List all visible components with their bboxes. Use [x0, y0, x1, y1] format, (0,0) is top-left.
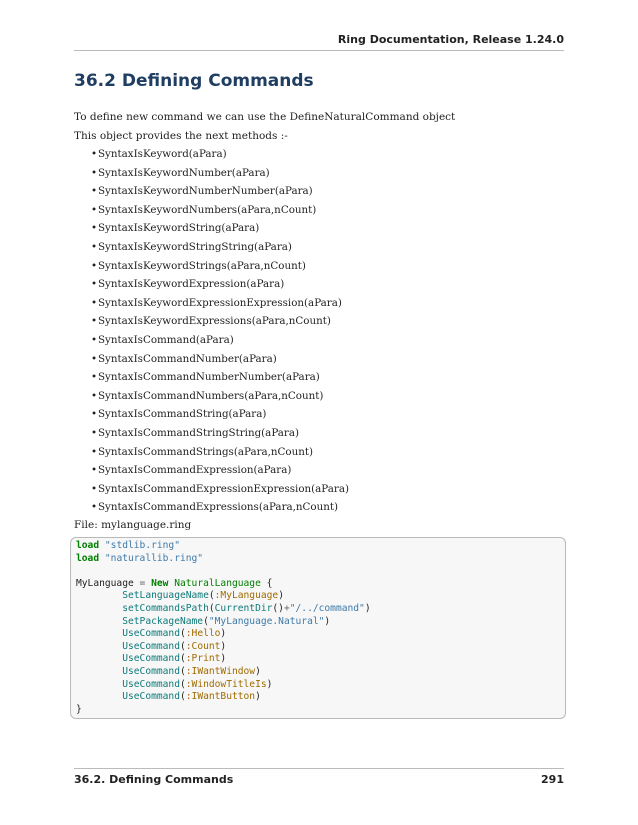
code-token: =	[139, 577, 146, 589]
code-token: :WindowTitleIs	[185, 678, 267, 690]
code-line	[76, 641, 226, 652]
bullet-icon: •	[91, 185, 98, 198]
code-token	[76, 616, 122, 627]
code-line	[76, 578, 272, 589]
code-token: "naturallib.ring"	[104, 552, 204, 564]
code-line	[76, 540, 180, 551]
code-token: :MyLanguage	[214, 590, 279, 602]
bullet-icon: •	[91, 296, 98, 309]
bullet-icon: •	[91, 482, 98, 495]
code-block	[70, 537, 566, 719]
method-name: SyntaxIsCommandNumbers(aPara,nCount)	[98, 389, 324, 402]
code-token	[76, 666, 122, 677]
code-token: :Count	[185, 640, 221, 652]
code-line	[76, 666, 261, 677]
code-token: SetLanguageName	[122, 590, 209, 602]
bullet-icon: •	[91, 426, 98, 439]
method-name: SyntaxIsCommand(aPara)	[98, 333, 234, 346]
method-name: SyntaxIsKeywordExpressionExpression(aPara)	[98, 296, 342, 309]
code-token: SetPackageName	[122, 615, 204, 627]
method-name: SyntaxIsKeywordStrings(aPara,nCount)	[98, 259, 306, 272]
method-name: SyntaxIsKeywordNumbers(aPara,nCount)	[98, 203, 317, 216]
footer-section: 36.2. Defining Commands	[74, 773, 234, 786]
method-list-item	[74, 331, 349, 350]
code-token: (	[203, 615, 209, 627]
code-line	[76, 679, 272, 690]
bullet-icon: •	[91, 389, 98, 402]
code-token: )	[255, 665, 261, 677]
methods-list	[74, 145, 349, 517]
code-token: )	[364, 602, 371, 614]
method-name: SyntaxIsKeywordNumberNumber(aPara)	[98, 185, 313, 198]
code-token: MyLanguage	[76, 577, 140, 589]
code-token	[76, 653, 122, 664]
method-list-item	[74, 257, 349, 276]
code-token: load	[76, 540, 100, 551]
bullet-icon: •	[91, 222, 98, 235]
bullet-icon: •	[91, 445, 98, 458]
method-name: SyntaxIsCommandExpression(aPara)	[98, 464, 292, 477]
code-token	[76, 641, 122, 652]
page-number: 291	[541, 773, 564, 786]
code-token: UseCommand	[122, 653, 180, 665]
method-list-item	[74, 182, 349, 201]
code-token: )	[220, 653, 227, 665]
page-footer	[74, 768, 564, 789]
code-token: (	[179, 640, 186, 652]
code-token	[76, 628, 122, 639]
code-token: UseCommand	[122, 628, 180, 640]
code-token: load	[76, 552, 100, 564]
method-list-item	[74, 294, 349, 313]
method-list-item	[74, 275, 349, 294]
code-line	[76, 704, 82, 715]
code-token: )	[278, 590, 284, 602]
method-name: SyntaxIsCommandExpressionExpression(aPara)	[98, 482, 349, 495]
code-token: (	[179, 691, 186, 703]
code-token: UseCommand	[122, 678, 180, 690]
method-list-item	[74, 201, 349, 220]
bullet-icon: •	[91, 203, 98, 216]
method-name: SyntaxIsCommandStringString(aPara)	[98, 426, 300, 439]
bullet-icon: •	[91, 333, 98, 346]
bullet-icon: •	[91, 315, 98, 328]
code-token	[76, 691, 122, 702]
code-line	[76, 553, 203, 564]
code-line	[76, 628, 226, 639]
code-token: )	[324, 615, 331, 627]
code-token: {	[260, 577, 273, 589]
methods-intro-paragraph: This object provides the next methods :-	[74, 130, 288, 142]
code-token: (	[179, 678, 186, 690]
code-line	[76, 616, 330, 627]
method-list-item	[74, 424, 349, 443]
code-token: )	[266, 678, 273, 690]
bullet-icon: •	[91, 259, 98, 272]
method-name: SyntaxIsKeywordExpression(aPara)	[98, 278, 285, 291]
code-token	[76, 590, 122, 601]
bullet-icon: •	[91, 240, 98, 253]
bullet-icon: •	[91, 371, 98, 384]
code-token: )	[220, 640, 227, 652]
code-token: UseCommand	[122, 640, 180, 652]
code-token: }	[76, 703, 82, 715]
code-text	[71, 538, 565, 716]
bullet-icon: •	[91, 278, 98, 291]
code-token: "/../command"	[289, 602, 365, 614]
method-name: SyntaxIsKeyword(aPara)	[98, 148, 227, 160]
method-name: SyntaxIsKeywordNumber(aPara)	[98, 166, 270, 179]
code-token: :IWantButton	[185, 691, 256, 703]
method-name: SyntaxIsKeywordStringString(aPara)	[98, 240, 292, 253]
code-token: NaturalLanguage	[174, 577, 261, 589]
code-token: )	[255, 691, 261, 703]
method-list-item	[74, 443, 349, 462]
code-token: (	[208, 590, 215, 602]
method-name: SyntaxIsCommandNumber(aPara)	[98, 352, 277, 365]
header-title: Ring Documentation, Release 1.24.0	[337, 33, 564, 46]
method-list-item	[74, 145, 349, 164]
method-name: SyntaxIsCommandStrings(aPara,nCount)	[98, 445, 314, 458]
method-list-item	[74, 238, 349, 257]
code-line	[76, 691, 261, 702]
code-token: New	[151, 577, 169, 589]
method-list-item	[74, 461, 349, 480]
code-token: (	[179, 628, 186, 640]
code-token: UseCommand	[122, 691, 180, 703]
method-list-item	[74, 405, 349, 424]
intro-paragraph: To define new command we can use the DefineNaturalCommand object	[74, 111, 456, 123]
method-list-item	[74, 480, 349, 499]
method-list-item	[74, 368, 349, 387]
code-line	[76, 653, 226, 664]
code-token: CurrentDir	[214, 602, 273, 614]
code-token: setCommandsPath	[122, 602, 209, 614]
code-token: (	[179, 653, 186, 665]
code-token: +	[283, 602, 290, 614]
method-list-item	[74, 219, 349, 238]
code-token: "stdlib.ring"	[104, 540, 180, 551]
method-name: SyntaxIsKeywordString(aPara)	[98, 222, 260, 235]
method-list-item	[74, 312, 349, 331]
method-name: SyntaxIsCommandNumberNumber(aPara)	[98, 371, 320, 384]
code-token: (	[208, 602, 215, 614]
method-name: SyntaxIsCommandString(aPara)	[98, 408, 267, 421]
code-token: :Print	[185, 653, 221, 665]
section-title: 36.2 Defining Commands	[74, 71, 314, 91]
code-token: UseCommand	[122, 665, 180, 677]
code-line	[76, 590, 284, 601]
file-label: File: mylanguage.ring	[74, 519, 192, 531]
method-list-item	[74, 498, 349, 517]
bullet-icon: •	[91, 148, 98, 160]
bullet-icon: •	[91, 166, 98, 179]
code-token: :Hello	[185, 628, 221, 640]
code-token: ()	[272, 602, 284, 614]
method-list-item	[74, 164, 349, 183]
code-token	[76, 603, 122, 614]
bullet-icon: •	[91, 464, 98, 477]
method-list-item	[74, 387, 349, 406]
code-token: :IWantWindow	[185, 665, 256, 677]
code-token: )	[220, 628, 227, 640]
page-header	[74, 30, 564, 51]
method-name: SyntaxIsCommandExpressions(aPara,nCount)	[98, 501, 339, 514]
bullet-icon: •	[91, 352, 98, 365]
code-token: (	[179, 665, 186, 677]
method-name: SyntaxIsKeywordExpressions(aPara,nCount)	[98, 315, 331, 328]
bullet-icon: •	[91, 501, 98, 514]
code-token: "MyLanguage.Natural"	[208, 615, 325, 627]
code-line	[76, 603, 371, 614]
code-token	[76, 679, 122, 690]
bullet-icon: •	[91, 408, 98, 421]
method-list-item	[74, 350, 349, 369]
